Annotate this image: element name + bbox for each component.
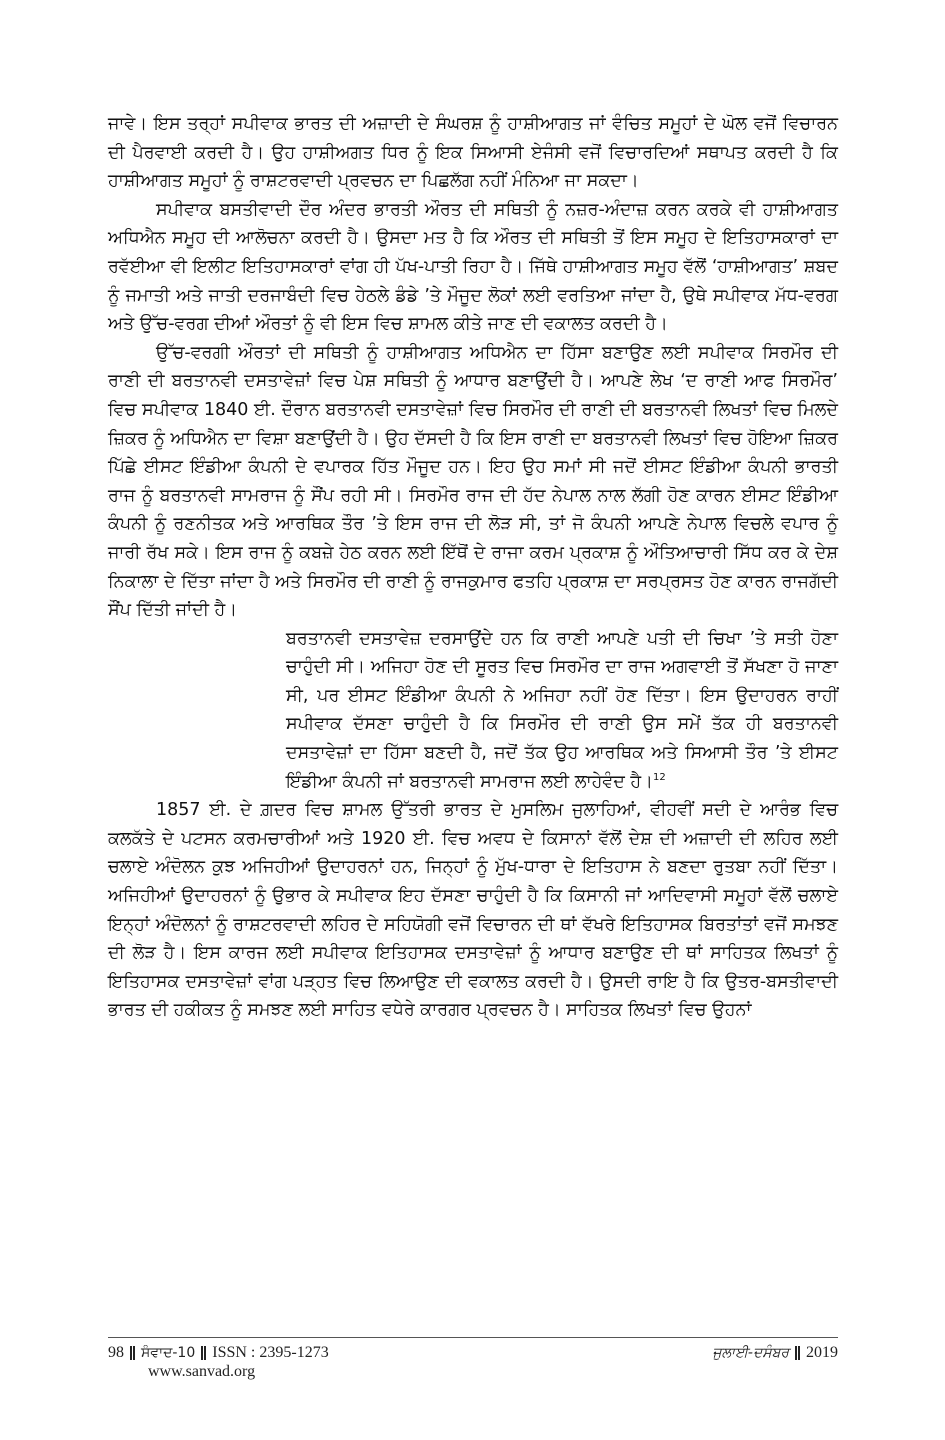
issue-year: 2019 xyxy=(806,1344,838,1361)
footer-right xyxy=(712,1344,838,1362)
quote-text: ਬਰਤਾਨਵੀ ਦਸਤਾਵੇਜ਼ ਦਰਸਾਉਂਦੇ ਹਨ ਕਿ ਰਾਣੀ ਆਪਣੇ ਪਤੀ ਦੀ ਚਿਖਾ ’ਤੇ ਸਤੀ ਹੋਣਾ ਚਾਹੁੰਦੀ ਸੀ। ਅਜਿਹਾ ਹੋਣ ਦੀ ਸੂਰਤ ਵਿਚ ਸਿਰਮੌਰ ਦਾ ਰਾਜ ਅਗਵਾਈ ਤੋਂ ਸੱਖਣਾ ਹੋ ਜਾਣਾ ਸੀ, ਪਰ ਈਸਟ ਇੰਡੀਆ ਕੰਪਨੀ ਨੇ ਅਜਿਹਾ ਨਹੀਂ ਹੋਣ ਦਿੱਤਾ। ਇਸ ਉਦਾਹਰਨ ਰਾਹੀਂ ਸਪੀਵਾਕ ਦੱਸਣਾ ਚਾਹੁੰਦੀ ਹੈ ਕਿ ਸਿਰਮੌਰ ਦੀ ਰਾਣੀ ਉਸ ਸਮੇਂ ਤੱਕ ਹੀ ਬਰਤਾਨਵੀ ਦਸਤਾਵੇਜ਼ਾਂ ਦਾ ਹਿੱਸਾ ਬਣਦੀ ਹੈ, ਜਦੋਂ ਤੱਕ ਉਹ ਆਰਥਿਕ ਅਤੇ ਸਿਆਸੀ ਤੌਰ ’ਤੇ ਈਸਟ ਇੰਡੀਆ ਕੰਪਨੀ ਜਾਂ ਬਰਤਾਨਵੀ ਸਾਮਰਾਜ ਲਈ ਲਾਹੇਵੰਦ ਹੈ। xyxy=(286,628,838,792)
website-link[interactable]: www.sanvad.org xyxy=(148,1363,256,1380)
footer-row xyxy=(108,1337,838,1362)
page-footer xyxy=(108,1337,838,1381)
paragraph-1: ਜਾਵੇ। ਇਸ ਤਰ੍ਹਾਂ ਸਪੀਵਾਕ ਭਾਰਤ ਦੀ ਅਜ਼ਾਦੀ ਦੇ ਸੰਘਰਸ਼ ਨੂੰ ਹਾਸ਼ੀਆਗਤ ਜਾਂ ਵੰਚਿਤ ਸਮੂਹਾਂ ਦੇ ਘੋਲ ਵਜੋਂ ਵਿਚਾਰਨ ਦੀ ਪੈਰਵਾਈ ਕਰਦੀ ਹੈ। ਉਹ ਹਾਸ਼ੀਅਗਤ ਧਿਰ ਨੂੰ ਇਕ ਸਿਆਸੀ ਏਜੰਸੀ ਵਜੋਂ ਵਿਚਾਰਦਿਆਂ ਸਥਾਪਤ ਕਰਦੀ ਹੈ ਕਿ ਹਾਸ਼ੀਆਗਤ ਸਮੂਹਾਂ ਨੂੰ ਰਾਸ਼ਟਰਵਾਦੀ ਪ੍ਰਵਚਨ ਦਾ ਪਿਛਲੱਗ ਨਹੀਂ ਮੰਨਿਆ ਜਾ ਸਕਦਾ। xyxy=(108,114,838,192)
block-quote xyxy=(286,625,838,797)
footer-left xyxy=(108,1344,329,1362)
issue-season: ਜੁਲਾਈ-ਦਸੰਬਰ xyxy=(712,1345,789,1361)
paragraph-4: 1857 ਈ. ਦੇ ਗ਼ਦਰ ਵਿਚ ਸ਼ਾਮਲ ਉੱਤਰੀ ਭਾਰਤ ਦੇ ਮੁਸਲਿਮ ਜੁਲਾਹਿਆਂ, ਵੀਹਵੀਂ ਸਦੀ ਦੇ ਆਰੰਭ ਵਿਚ ਕਲਕੱਤੇ ਦੇ ਪਟਸਨ ਕਰਮਚਾਰੀਆਂ ਅਤੇ 1920 ਈ. ਵਿਚ ਅਵਧ ਦੇ ਕਿਸਾਨਾਂ ਵੱਲੋਂ ਦੇਸ਼ ਦੀ ਅਜ਼ਾਦੀ ਦੀ ਲਹਿਰ ਲਈ ਚਲਾਏ ਅੰਦੋਲਨ ਕੁਝ ਅਜਿਹੀਆਂ ਉਦਾਹਰਨਾਂ ਹਨ, ਜਿਨ੍ਹਾਂ ਨੂੰ ਮੁੱਖ-ਧਾਰਾ ਦੇ ਇਤਿਹਾਸ ਨੇ ਬਣਦਾ ਰੁਤਬਾ ਨਹੀਂ ਦਿੱਤਾ। ਅਜਿਹੀਆਂ ਉਦਾਹਰਨਾਂ ਨੂੰ ਉਭਾਰ ਕੇ ਸਪੀਵਾਕ ਇਹ ਦੱਸਣਾ ਚਾਹੁੰਦੀ ਹੈ ਕਿ ਕਿਸਾਨੀ ਜਾਂ ਆਦਿਵਾਸੀ ਸਮੂਹਾਂ ਵੱਲੋਂ ਚਲਾਏ ਇਨ੍ਹਾਂ ਅੰਦੋਲਨਾਂ ਨੂੰ ਰਾਸ਼ਟਰਵਾਦੀ ਲਹਿਰ ਦੇ ਸਹਿਯੋਗੀ ਵਜੋਂ ਵਿਚਾਰਨ ਦੀ ਥਾਂ ਵੱਖਰੇ ਇਤਿਹਾਸਕ ਬਿਰਤਾਂਤਾਂ ਵਜੋਂ ਸਮਝਣ ਦੀ ਲੋੜ ਹੈ। ਇਸ ਕਾਰਜ ਲਈ ਸਪੀਵਾਕ ਇਤਿਹਾਸਕ ਦਸਤਾਵੇਜ਼ਾਂ ਨੂੰ ਆਧਾਰ ਬਣਾਉਣ ਦੀ ਥਾਂ ਸਾਹਿਤਕ ਲਿਖਤਾਂ ਨੂੰ ਇਤਿਹਾਸਕ ਦਸਤਾਵੇਜ਼ਾਂ ਵਾਂਗ ਪੜ੍ਹਤ ਵਿਚ ਲਿਆਉਣ ਦੀ ਵਕਾਲਤ ਕਰਦੀ ਹੈ। ਉਸਦੀ ਰਾਇ ਹੈ ਕਿ ਉਤਰ-ਬਸਤੀਵਾਦੀ ਭਾਰਤ ਦੀ ਹਕੀਕਤ ਨੂੰ ਸਮਝਣ ਲਈ ਸਾਹਿਤ ਵਧੇਰੇ ਕਾਰਗਰ ਪ੍ਰਵਚਨ ਹੈ। ਸਾਹਿਤਕ ਲਿਖਤਾਂ ਵਿਚ ਉਹਨਾਂ xyxy=(108,800,838,1021)
separator-icon xyxy=(795,1346,800,1360)
journal-name: ਸੰਵਾਦ-10 xyxy=(141,1345,196,1361)
separator-icon xyxy=(130,1346,135,1360)
footnote-marker: 12 xyxy=(652,771,666,783)
page-number: 98 xyxy=(108,1344,124,1361)
page-body xyxy=(108,110,838,1025)
separator-icon xyxy=(201,1346,206,1360)
paragraph-3: ਉੱਚ-ਵਰਗੀ ਔਰਤਾਂ ਦੀ ਸਥਿਤੀ ਨੂੰ ਹਾਸ਼ੀਆਗਤ ਅਧਿਐਨ ਦਾ ਹਿੱਸਾ ਬਣਾਉਣ ਲਈ ਸਪੀਵਾਕ ਸਿਰਮੌਰ ਦੀ ਰਾਣੀ ਦੀ ਬਰਤਾਨਵੀ ਦਸਤਾਵੇਜ਼ਾਂ ਵਿਚ ਪੇਸ਼ ਸਥਿਤੀ ਨੂੰ ਆਧਾਰ ਬਣਾਉਂਦੀ ਹੈ। ਆਪਣੇ ਲੇਖ ‘ਦ ਰਾਣੀ ਆਫ ਸਿਰਮੌਰ’ ਵਿਚ ਸਪੀਵਾਕ 1840 ਈ. ਦੌਰਾਨ ਬਰਤਾਨਵੀ ਦਸਤਾਵੇਜ਼ਾਂ ਵਿਚ ਸਿਰਮੌਰ ਦੀ ਰਾਣੀ ਦੀ ਬਰਤਾਨਵੀ ਲਿਖਤਾਂ ਵਿਚ ਮਿਲਦੇ ਜ਼ਿਕਰ ਨੂੰ ਅਧਿਐਨ ਦਾ ਵਿਸ਼ਾ ਬਣਾਉਂਦੀ ਹੈ। ਉਹ ਦੱਸਦੀ ਹੈ ਕਿ ਇਸ ਰਾਣੀ ਦਾ ਬਰਤਾਨਵੀ ਲਿਖਤਾਂ ਵਿਚ ਹੋਇਆ ਜ਼ਿਕਰ ਪਿੱਛੇ ਈਸਟ ਇੰਡੀਆ ਕੰਪਨੀ ਦੇ ਵਪਾਰਕ ਹਿੱਤ ਮੌਜੂਦ ਹਨ। ਇਹ ਉਹ ਸਮਾਂ ਸੀ ਜਦੋਂ ਈਸਟ ਇੰਡੀਆ ਕੰਪਨੀ ਭਾਰਤੀ ਰਾਜ ਨੂੰ ਬਰਤਾਨਵੀ ਸਾਮਰਾਜ ਨੂੰ ਸੌਂਪ ਰਹੀ ਸੀ। ਸਿਰਮੌਰ ਰਾਜ ਦੀ ਹੱਦ ਨੇਪਾਲ ਨਾਲ ਲੱਗੀ ਹੋਣ ਕਾਰਨ ਈਸਟ ਇੰਡੀਆ ਕੰਪਨੀ ਨੂੰ ਰਣਨੀਤਕ ਅਤੇ ਆਰਥਿਕ ਤੌਰ ’ਤੇ ਇਸ ਰਾਜ ਦੀ ਲੋੜ ਸੀ, ਤਾਂ ਜੋ ਕੰਪਨੀ ਆਪਣੇ ਨੇਪਾਲ ਵਿਚਲੇ ਵਪਾਰ ਨੂੰ ਜਾਰੀ ਰੱਖ ਸਕੇ। ਇਸ ਰਾਜ ਨੂੰ ਕਬਜ਼ੇ ਹੇਠ ਕਰਨ ਲਈ ਇੱਥੋਂ ਦੇ ਰਾਜਾ ਕਰਮ ਪ੍ਰਕਾਸ਼ ਨੂੰ ਔਤਿਆਚਾਰੀ ਸਿੱਧ ਕਰ ਕੇ ਦੇਸ਼ ਨਿਕਾਲਾ ਦੇ ਦਿੱਤਾ ਜਾਂਦਾ ਹੈ ਅਤੇ ਸਿਰਮੌਰ ਦੀ ਰਾਣੀ ਨੂੰ ਰਾਜਕੁਮਾਰ ਫਤਹਿ ਪ੍ਰਕਾਸ਼ ਦਾ ਸਰਪ੍ਰਸਤ ਹੋਣ ਕਾਰਨ ਰਾਜਗੱਦੀ ਸੌਂਪ ਦਿੱਤੀ ਜਾਂਦੀ ਹੈ। xyxy=(108,342,838,621)
issn: ISSN : 2395-1273 xyxy=(212,1344,329,1361)
paragraph-2: ਸਪੀਵਾਕ ਬਸਤੀਵਾਦੀ ਦੌਰ ਅੰਦਰ ਭਾਰਤੀ ਔਰਤ ਦੀ ਸਥਿਤੀ ਨੂੰ ਨਜ਼ਰ-ਅੰਦਾਜ਼ ਕਰਨ ਕਰਕੇ ਵੀ ਹਾਸ਼ੀਆਗਤ ਅਧਿਐਨ ਸਮੂਹ ਦੀ ਆਲੋਚਨਾ ਕਰਦੀ ਹੈ। ਉਸਦਾ ਮਤ ਹੈ ਕਿ ਔਰਤ ਦੀ ਸਥਿਤੀ ਤੋਂ ਇਸ ਸਮੂਹ ਦੇ ਇਤਿਹਾਸਕਾਰਾਂ ਦਾ ਰਵੱਈਆ ਵੀ ਇਲੀਟ ਇਤਿਹਾਸਕਾਰਾਂ ਵਾਂਗ ਹੀ ਪੱਖ-ਪਾਤੀ ਰਿਹਾ ਹੈ। ਜਿੱਥੇ ਹਾਸ਼ੀਆਗਤ ਸਮੂਹ ਵੱਲੋਂ ‘ਹਾਸ਼ੀਆਗਤ’ ਸ਼ਬਦ ਨੂੰ ਜਮਾਤੀ ਅਤੇ ਜਾਤੀ ਦਰਜਾਬੰਦੀ ਵਿਚ ਹੇਠਲੇ ਡੰਡੇ ’ਤੇ ਮੌਜੂਦ ਲੋਕਾਂ ਲਈ ਵਰਤਿਆ ਜਾਂਦਾ ਹੈ, ਉਥੇ ਸਪੀਵਾਕ ਮੱਧ-ਵਰਗ ਅਤੇ ਉੱਚ-ਵਰਗ ਦੀਆਂ ਔਰਤਾਂ ਨੂੰ ਵੀ ਇਸ ਵਿਚ ਸ਼ਾਮਲ ਕੀਤੇ ਜਾਣ ਦੀ ਵਕਾਲਤ ਕਰਦੀ ਹੈ। xyxy=(108,199,838,335)
